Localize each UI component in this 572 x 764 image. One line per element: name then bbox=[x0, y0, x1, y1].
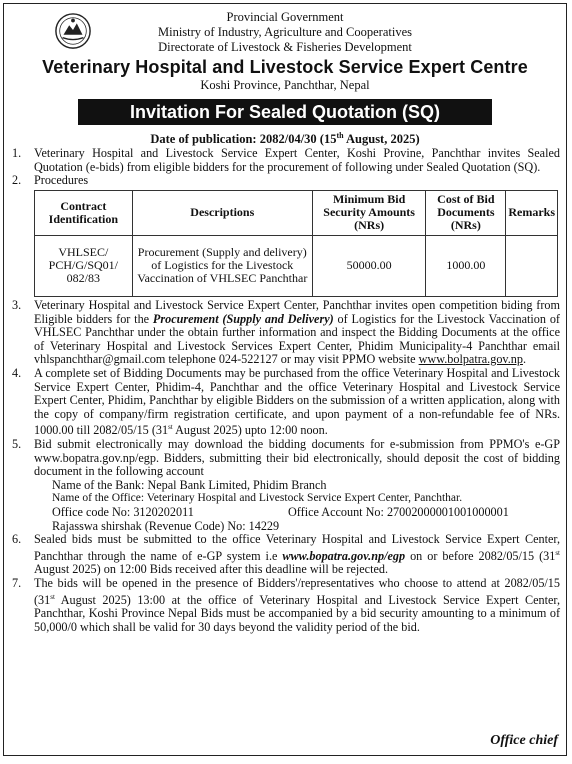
item-text bbox=[34, 299, 560, 367]
nepal-emblem-icon bbox=[54, 12, 92, 50]
col-header-contract: Contract Identification bbox=[35, 190, 133, 235]
item-text bbox=[34, 367, 560, 438]
item-text bbox=[34, 577, 560, 634]
list-item bbox=[12, 438, 560, 479]
item-6-text-d: August 2025) on 12:00 Bids received after this deadline will be rejected. bbox=[34, 562, 389, 577]
col-header-cost: Cost of Bid Documents (NRs) bbox=[426, 190, 506, 235]
item-6-text-a: Sealed bids must be submitted to the office Veterinary Hospital and Livestock Service Expert Center, Panchthar through the name of e-GP system i.e bbox=[34, 532, 560, 563]
item-4-text-b: August 2025) upto 12:00 noon. bbox=[172, 423, 328, 438]
item-7-text-a: The bids will be opened in the presence of Bidders'/representatives who choose to attend at 2082/05/15 (31 bbox=[34, 575, 560, 607]
item-number: 1. bbox=[12, 146, 22, 161]
notice-page bbox=[3, 3, 567, 756]
list-item bbox=[12, 533, 560, 577]
revenue-code: Rajasswa shirshak (Revenue Code) No: 14229 bbox=[52, 518, 280, 533]
item-3-emphasis: Procurement (Supply and Delivery) bbox=[152, 311, 334, 326]
office-account: Office Account No: 27002000001001000001 bbox=[288, 504, 509, 519]
cell-contract-id: VHLSEC/ PCH/G/SQ01/ 082/83 bbox=[35, 235, 133, 296]
publication-date bbox=[4, 128, 566, 147]
item-number: 4. bbox=[12, 365, 22, 380]
list-item bbox=[12, 174, 560, 188]
item-number: 5. bbox=[12, 436, 22, 451]
item-number: 2. bbox=[12, 173, 22, 188]
col-header-remarks: Remarks bbox=[506, 190, 558, 235]
item-text: Bid submit electronically may download the bidding documents for e-submission from PPMO's e-GP www.bopatra.gov.np/egp. Bidders, submitting their bid electronically, should deposit the cost of bidding document in the following account bbox=[34, 436, 560, 479]
header-line-1: Provincial Government bbox=[226, 10, 344, 24]
item-6-text-c: on or before 2082/05/15 (31 bbox=[405, 548, 556, 563]
table-header-row bbox=[35, 190, 558, 235]
publication-date-tail: August, 2025) bbox=[343, 132, 420, 147]
header bbox=[4, 4, 566, 93]
item-6-sup: st bbox=[555, 548, 560, 557]
publication-date-label: Date of publication: 2082/04/30 (15 bbox=[150, 132, 337, 147]
signature: Office chief bbox=[490, 733, 558, 748]
header-line-3: Directorate of Livestock & Fisheries Development bbox=[158, 40, 412, 54]
ppmo-website-link[interactable]: www.bolpatra.gov.np bbox=[418, 352, 523, 367]
item-number: 7. bbox=[12, 575, 22, 590]
bank-account-details bbox=[12, 479, 560, 533]
list-item bbox=[12, 577, 560, 634]
item-number: 6. bbox=[12, 532, 22, 547]
office-name: Name of the Office: Veterinary Hospital and Livestock Service Expert Center, Panchthar. bbox=[52, 492, 463, 505]
item-3-text-a: Veterinary Hospital and Livestock Service Expert Center, Panchthar invites open competition biding from Eligible bidders for the bbox=[34, 297, 560, 326]
item-4-text-a: A complete set of Bidding Documents may be purchased from the office Veterinary Hospital and Livestock Service Expert Center, Phidim-4, Panchthar and the office Veterinary Hospital and Livestock Service Expert Center, Phidim, Panchthar by eligible Bidders on the submission of a written application, along with the copy of company/firm registration certificate, and upon payment of a non-refundable fee of NRs. 1000.00 till 2082/05/15 (31 bbox=[34, 365, 560, 438]
col-header-descriptions: Descriptions bbox=[132, 190, 312, 235]
account-codes-row bbox=[52, 506, 560, 520]
item-4-sup: st bbox=[168, 423, 173, 432]
cell-cost: 1000.00 bbox=[426, 235, 506, 296]
notice-body bbox=[4, 147, 566, 634]
header-line-2: Ministry of Industry, Agriculture and Cooperatives bbox=[157, 25, 412, 39]
list-item bbox=[12, 367, 560, 438]
bank-name: Name of the Bank: Nepal Bank Limited, Phidim Branch bbox=[52, 477, 327, 492]
organization-address: Koshi Province, Panchthar, Nepal bbox=[200, 78, 370, 92]
cell-remarks bbox=[506, 235, 558, 296]
col-header-security: Minimum Bid Security Amounts (NRs) bbox=[312, 190, 426, 235]
item-number: 3. bbox=[12, 297, 22, 312]
list-item bbox=[12, 299, 560, 367]
egp-system-link[interactable]: www.bopatra.gov.np/egp bbox=[282, 548, 406, 563]
item-3-text-c: of Logistics for the Livestock Vaccination of VHLSEC Panchthar under the obtain further information and inspect the Bidding Documents at the office of Veterinary Hospital and Livestock Services Expert Center, Phidim Municipality-4 Panchthar email vhlspanchthar@gmail.com telephone 024-522127 or may visit PPMO website bbox=[34, 311, 560, 367]
item-7-text-b: August 2025) 13:00 at the office of Veterinary Hospital and Livestock Service Expert Center, Panchthar, Koshi Province Nepal Bids must be accompanied by a bid security amounting to a minimum of 50,000/0 which shall be valid for 30 days beyond the validity period of the bid. bbox=[34, 592, 560, 634]
item-text: Veterinary Hospital and Livestock Service Expert Center, Koshi Provine, Panchthar invites Sealed Quotation (e-bids) from eligible bidders for the procurement of following under Sealed Quotation (SQ). bbox=[34, 146, 560, 174]
publication-date-sup: th bbox=[336, 131, 344, 140]
item-text: Procedures bbox=[34, 173, 89, 188]
cell-security: 50000.00 bbox=[312, 235, 426, 296]
table-row bbox=[35, 235, 558, 296]
notice-banner: Invitation For Sealed Quotation (SQ) bbox=[78, 99, 492, 125]
cell-description: Procurement (Supply and delivery) of Logistics for the Livestock Vaccination of VHLSEC Panchthar bbox=[132, 235, 312, 296]
item-text bbox=[34, 533, 560, 577]
organization-title: Veterinary Hospital and Livestock Service Expert Centre bbox=[42, 57, 528, 77]
item-3-text-e: . bbox=[522, 352, 527, 367]
list-item bbox=[12, 147, 560, 174]
office-code: Office code No: 3120202011 bbox=[52, 504, 194, 519]
item-7-sup: st bbox=[50, 592, 55, 601]
procurement-table bbox=[34, 190, 558, 297]
